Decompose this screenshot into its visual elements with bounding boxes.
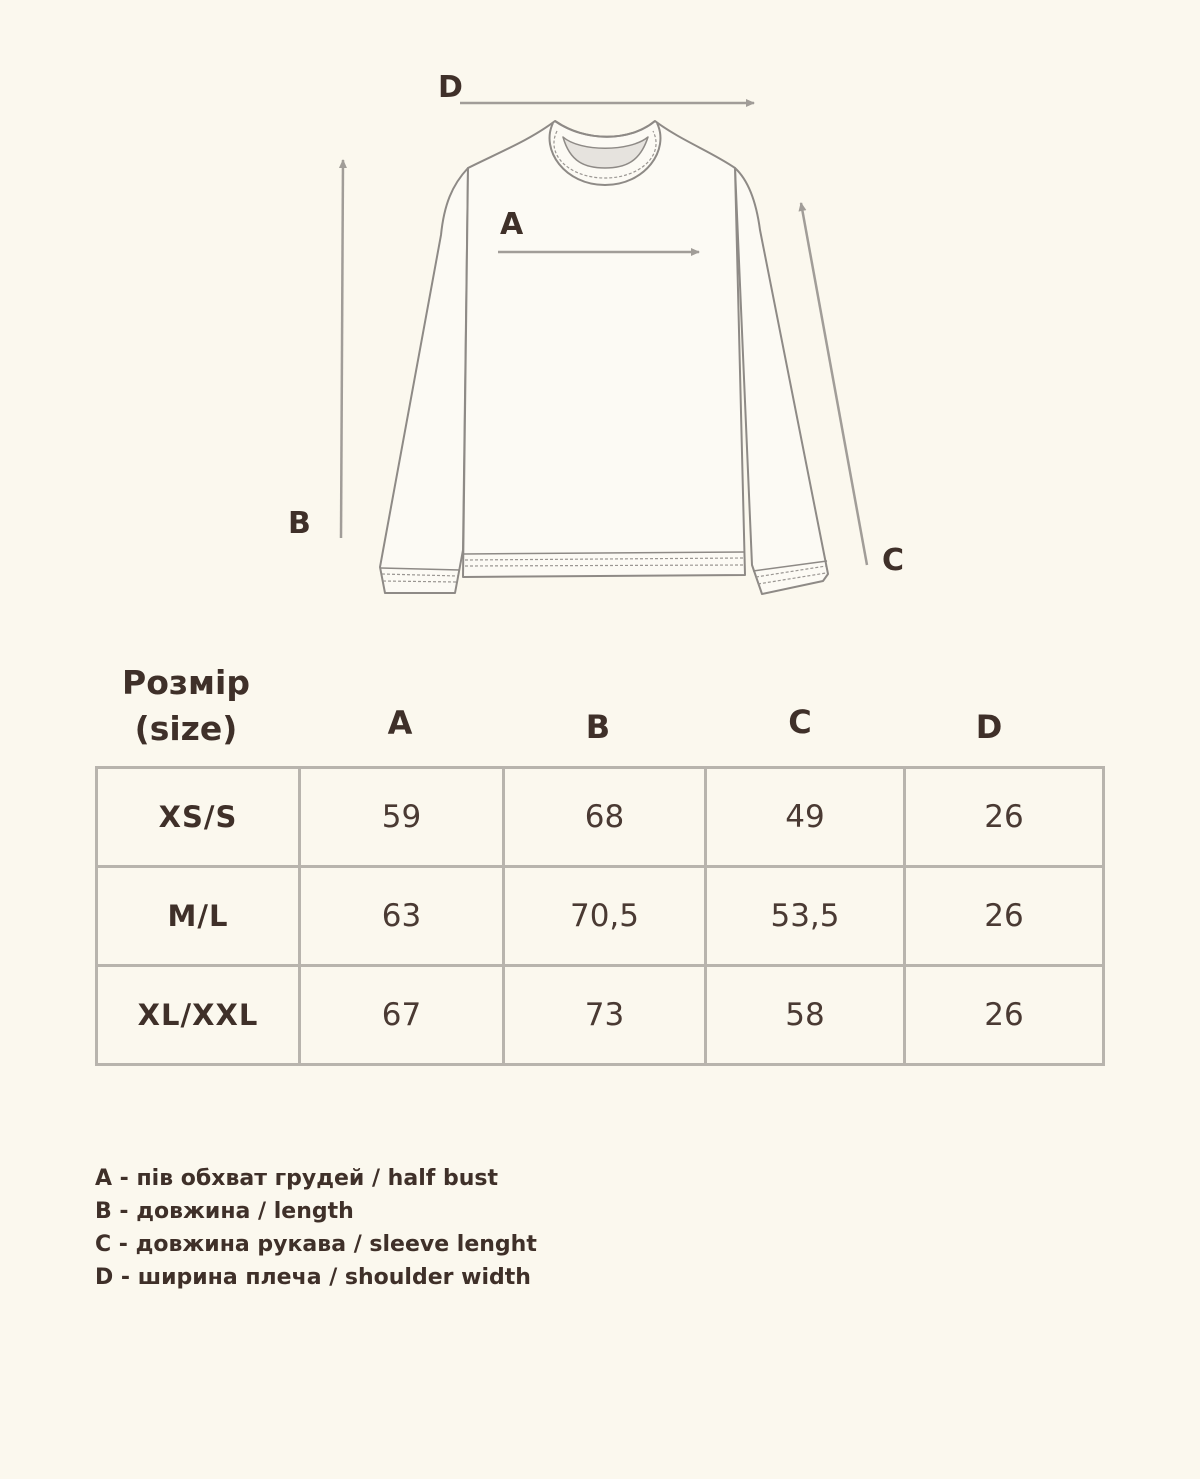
size-cell: M/L xyxy=(97,867,300,966)
label-c: C xyxy=(882,543,905,578)
value-cell: 68 xyxy=(504,768,706,867)
measurement-legend xyxy=(95,1162,537,1294)
size-header-line2: (size) xyxy=(134,709,238,748)
legend-item-b: B - довжина / length xyxy=(95,1199,354,1224)
value-cell: 49 xyxy=(706,768,905,867)
label-a: A xyxy=(500,207,524,242)
column-header-a: A xyxy=(387,704,413,742)
column-header-c: C xyxy=(788,703,812,741)
body xyxy=(463,121,745,577)
value-cell: 58 xyxy=(706,966,905,1065)
value-cell: 26 xyxy=(905,867,1104,966)
table-row xyxy=(97,867,1104,966)
value-cell: 63 xyxy=(300,867,504,966)
size-cell: XL/XXL xyxy=(97,966,300,1065)
value-cell: 26 xyxy=(905,768,1104,867)
label-b: B xyxy=(288,506,311,541)
sweatshirt-outline xyxy=(380,121,828,594)
left-sleeve xyxy=(380,168,468,593)
value-cell: 73 xyxy=(504,966,706,1065)
value-cell: 67 xyxy=(300,966,504,1065)
value-cell: 59 xyxy=(300,768,504,867)
value-cell: 26 xyxy=(905,966,1104,1065)
size-table xyxy=(95,766,1105,1066)
column-header-b: B xyxy=(585,708,611,746)
size-cell: XS/S xyxy=(97,768,300,867)
value-cell: 53,5 xyxy=(706,867,905,966)
value-cell: 70,5 xyxy=(504,867,706,966)
legend-item-a: A - пів обхват грудей / half bust xyxy=(95,1166,498,1191)
right-sleeve xyxy=(735,168,828,594)
label-d: D xyxy=(438,70,463,105)
size-column-header xyxy=(100,660,272,752)
sweatshirt-diagram xyxy=(0,0,1200,640)
legend-item-d: D - ширина плеча / shoulder width xyxy=(95,1265,531,1290)
size-header-line1: Розмір xyxy=(122,663,250,702)
legend-item-c: C - довжина рукава / sleeve lenght xyxy=(95,1232,537,1257)
table-row xyxy=(97,966,1104,1065)
arrow-b xyxy=(341,160,343,538)
table-row xyxy=(97,768,1104,867)
column-header-d: D xyxy=(975,708,1003,746)
